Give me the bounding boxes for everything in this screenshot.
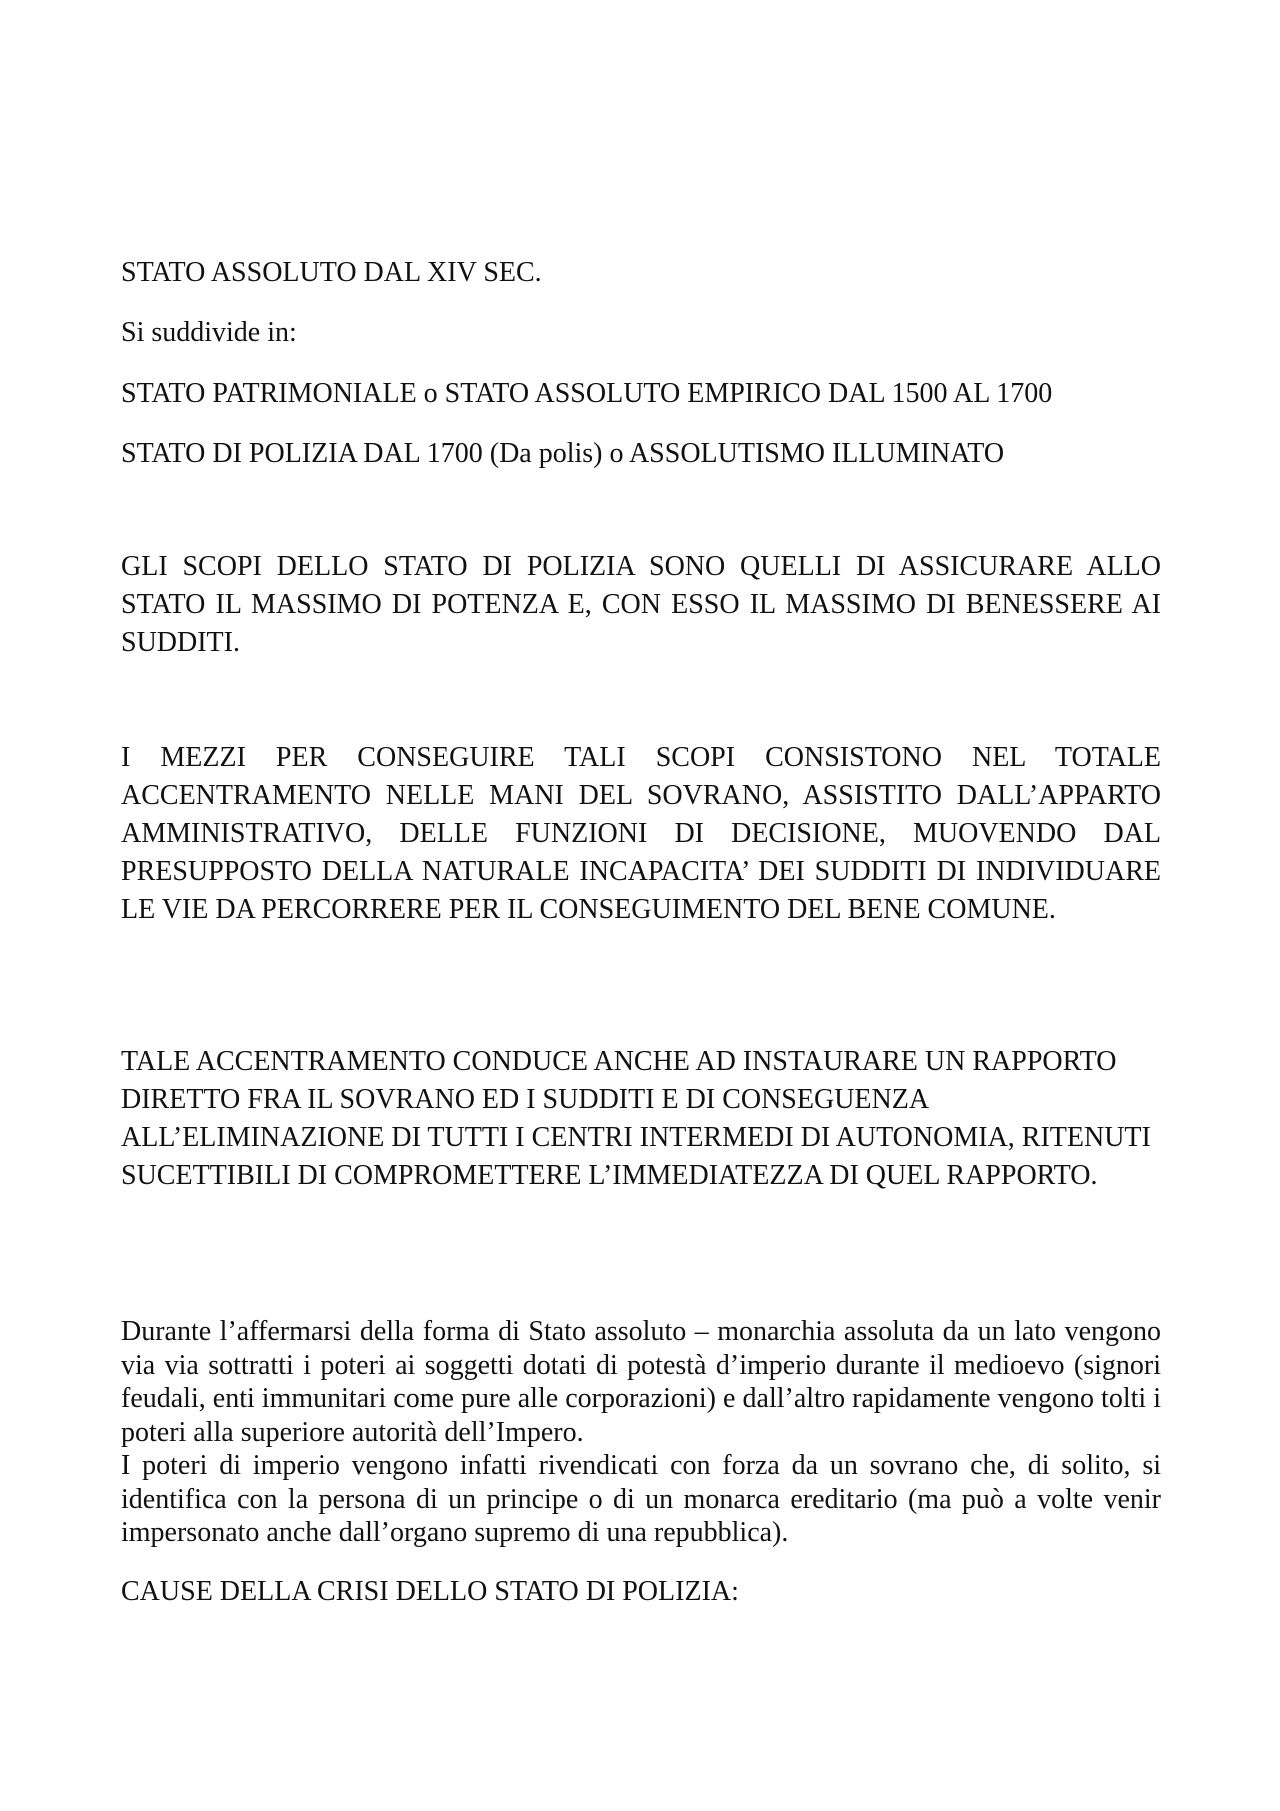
paragraph-mezzi: I MEZZI PER CONSEGUIRE TALI SCOPI CONSISTONO NEL TOTALE ACCENTRAMENTO NELLE MANI DEL SOVRANO, ASSISTITO DALL’APPARTO AMMINISTRATIVO, DELLE FUNZIONI DI DECISIONE, MUOVENDO DAL PRESUPPOSTO DELLA NATURALE INCAPACITA’ DEI SUDDITI DI INDIVIDUARE LE VIE DA PERCORRERE PER IL CONSEGUIMENTO DEL BENE COMUNE.	[121, 742, 1161, 925]
section-heading-cause: CAUSE DELLA CRISI DELLO STATO DI POLIZIA:	[121, 1576, 739, 1607]
paragraph-poteri: I poteri di imperio vengono infatti rivendicati con forza da un sovrano che, di solito, si identifica con la persona di un principe o di un monarca ereditario (ma può a volte venir impersonato anche dall’organo supremo di una repubblica).	[121, 1450, 1161, 1548]
list-item-stato-di-polizia: STATO DI POLIZIA DAL 1700 (Da polis) o ASSOLUTISMO ILLUMINATO	[121, 438, 1005, 469]
paragraph-accentramento: TALE ACCENTRAMENTO CONDUCE ANCHE AD INSTAURARE UN RAPPORTO DIRETTO FRA IL SOVRANO ED I SUDDITI E DI CONSEGUENZA ALL’ELIMINAZIONE DI TUTTI I CENTRI INTERMEDI DI AUTONOMIA, RITENUTI SUCETTIBILI DI COMPROMETTERE L’IMMEDIATEZZA DI QUEL RAPPORTO.	[121, 1046, 1151, 1191]
list-item-stato-patrimoniale: STATO PATRIMONIALE o STATO ASSOLUTO EMPIRICO DAL 1500 AL 1700	[121, 378, 1053, 409]
paragraph-durante: Durante l’affermarsi della forma di Stato assoluto – monarchia assoluta da un lato vengono via via sottratti i poteri ai soggetti dotati di potestà d’imperio durante il medioevo (signori feudali, enti immunitari come pure alle corporazioni) e dall’altro rapidamente vengono tolti i poteri alla superiore autorità dell’Impero.	[121, 1316, 1161, 1448]
subtitle-line: Si suddivide in:	[121, 317, 297, 348]
title-line: STATO ASSOLUTO DAL XIV SEC.	[121, 257, 542, 288]
body-paragraphs	[121, 1315, 1161, 1550]
paragraph-scopi: GLI SCOPI DELLO STATO DI POLIZIA SONO QUELLI DI ASSICURARE ALLO STATO IL MASSIMO DI POTENZA E, CON ESSO IL MASSIMO DI BENESSERE AI SUDDITI.	[121, 551, 1161, 658]
